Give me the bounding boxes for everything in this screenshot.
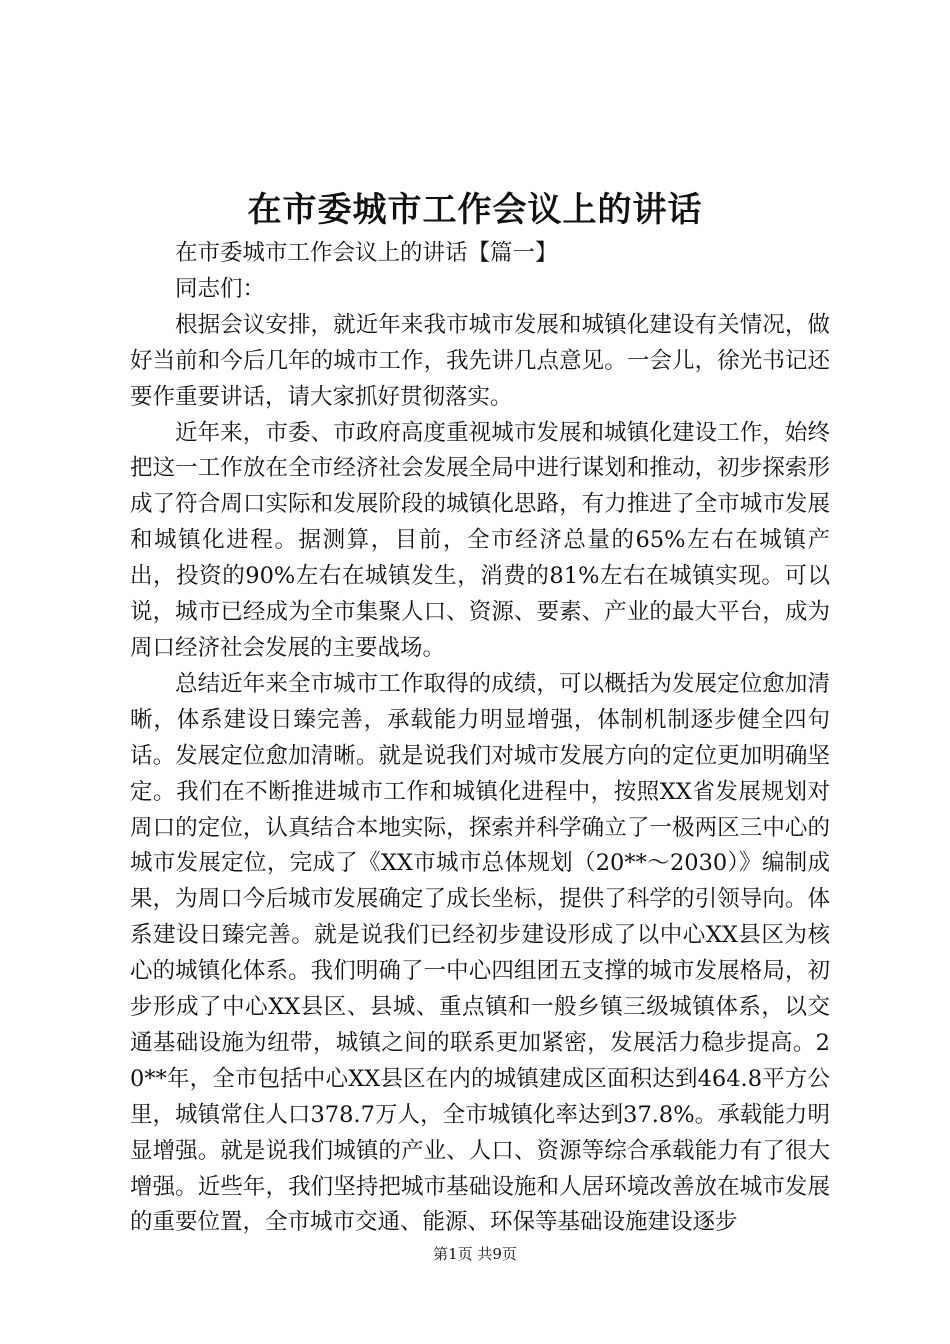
page-footer: 第1页 共9页: [433, 1245, 517, 1263]
paragraph: 总结近年来全市城市工作取得的成绩，可以概括为发展定位愈加清晰，体系建设日臻完善，承载能力明显增强，体制机制逐步健全四句话。发展定位愈加清晰。就是说我们对城市发展方向的定位更加明确坚定。我们在不断推进城市工作和城镇化进程中，按照XX省发展规划对周口的定位，认真结合本地实际，探索并科学确立了一极两区三中心的城市发展定位，完成了《XX市城市总体规划（20**～2030）》编制成果，为周口今后城市发展确定了成长坐标，提供了科学的引领导向。体系建设日臻完善。就是说我们已经初步建设形成了以中心XX县区为核心的城镇化体系。我们明确了一中心四组团五支撑的城市发展格局，初步形成了中心XX县区、县城、重点镇和一般乡镇三级城镇体系，以交通基础设施为纽带，城镇之间的联系更加紧密，发展活力稳步提高。20**年，全市包括中心XX县区在内的城镇建成区面积达到464.8平方公里，城镇常住人口378.7万人，全市城镇化率达到37.8%。承载能力明显增强。就是说我们城镇的产业、人口、资源等综合承载能力有了很大增强。近些年，我们坚持把城市基础设施和人居环境改善放在城市发展的重要位置，全市城市交通、能源、环保等基础设施建设逐步: [130, 670, 830, 1236]
section-heading: 在市委城市工作会议上的讲话【篇一】: [175, 240, 558, 266]
document-title: 在市委城市工作会议上的讲话: [247, 190, 703, 230]
document-body: [130, 236, 830, 1241]
paragraph: 根据会议安排，就近年来我市城市发展和城镇化建设有关情况，做好当前和今后几年的城市工作，我先讲几点意见。一会儿，徐光书记还要作重要讲话，请大家抓好贯彻落实。: [130, 311, 830, 410]
paragraph: 近年来，市委、市政府高度重视城市发展和城镇化建设工作，始终把这一工作放在全市经济社会发展全局中进行谋划和推动，初步探索形成了符合周口实际和发展阶段的城镇化思路，有力推进了全市城市发展和城镇化进程。据测算，目前，全市经济总量的65%左右在城镇产出，投资的90%左右在城镇发生，消费的81%左右在城镇实现。可以说，城市已经成为全市集聚人口、资源、要素、产业的最大平台，成为周口经济社会发展的主要战场。: [130, 419, 830, 661]
salutation: 同志们：: [175, 275, 266, 302]
